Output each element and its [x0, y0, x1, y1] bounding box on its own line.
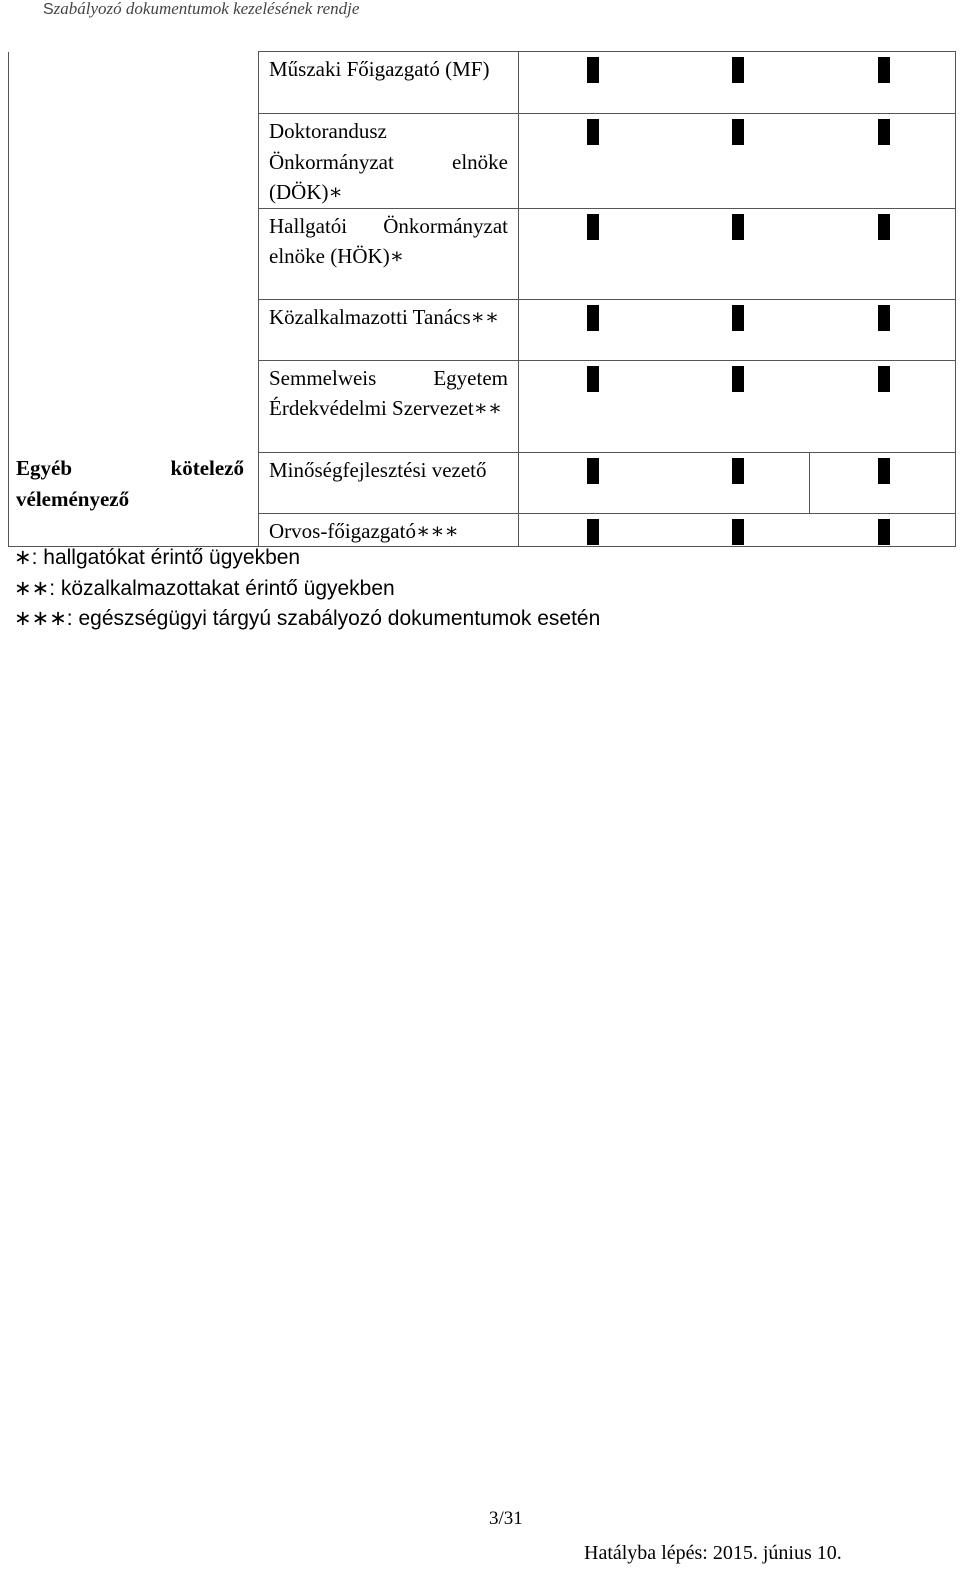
check-mark-icon [732, 519, 744, 545]
check-mark-icon [587, 458, 599, 484]
check-mark-icon [878, 57, 890, 83]
group-label: Egyéb kötelező véleményező [16, 456, 244, 511]
check-mark-icon [587, 214, 599, 240]
table-row [9, 452, 956, 513]
reviewer-name: Műszaki Főigazgató (MF) [269, 57, 490, 81]
check-mark-icon [587, 366, 599, 392]
table-row [9, 208, 956, 299]
document-header: Szabályozó dokumentumok kezelésének rendje [43, 0, 360, 18]
reviewer-name: Orvos-főigazgató∗∗∗ [269, 518, 459, 543]
check-mark-icon [732, 119, 744, 145]
check-mark-icon [732, 305, 744, 331]
reviewer-name: Doktorandusz Önkormányzat elnöke (DÖK)∗ [269, 119, 508, 204]
check-mark-icon [878, 305, 890, 331]
table-row [9, 52, 956, 114]
check-mark-icon [732, 214, 744, 240]
footnote: ∗∗: közalkalmazottakat érintő ügyekben [14, 576, 395, 600]
check-mark-icon [587, 305, 599, 331]
reviewer-name: Semmelweis Egyetem Érdekvédelmi Szervezet∗∗ [269, 365, 508, 420]
check-mark-icon [587, 519, 599, 545]
reviewer-name: Hallgatói Önkormányzat elnöke (HÖK)∗ [269, 213, 508, 268]
reviewer-table [8, 51, 956, 547]
footnote: ∗∗∗: egészségügyi tárgyú szabályozó dokumentumok esetén [14, 607, 601, 630]
check-mark-icon [878, 519, 890, 545]
check-mark-icon [732, 366, 744, 392]
footnotes [14, 543, 600, 635]
table-row [9, 360, 956, 452]
check-mark-icon [878, 458, 890, 484]
footnote: ∗: hallgatókat érintő ügyekben [14, 546, 301, 569]
table-row [9, 114, 956, 209]
check-mark-icon [878, 119, 890, 145]
check-mark-icon [732, 57, 744, 83]
check-mark-icon [587, 57, 599, 83]
reviewer-name: Közalkalmazotti Tanács∗∗ [269, 304, 500, 329]
check-mark-icon [878, 366, 890, 392]
table-row [9, 299, 956, 360]
check-mark-icon [732, 458, 744, 484]
page-number: 3/31 [489, 1508, 523, 1529]
reviewer-name: Minőségfejlesztési vezető [269, 457, 487, 482]
effective-date: Hatályba lépés: 2015. június 10. [584, 1542, 842, 1564]
check-mark-icon [878, 214, 890, 240]
check-mark-icon [587, 119, 599, 145]
